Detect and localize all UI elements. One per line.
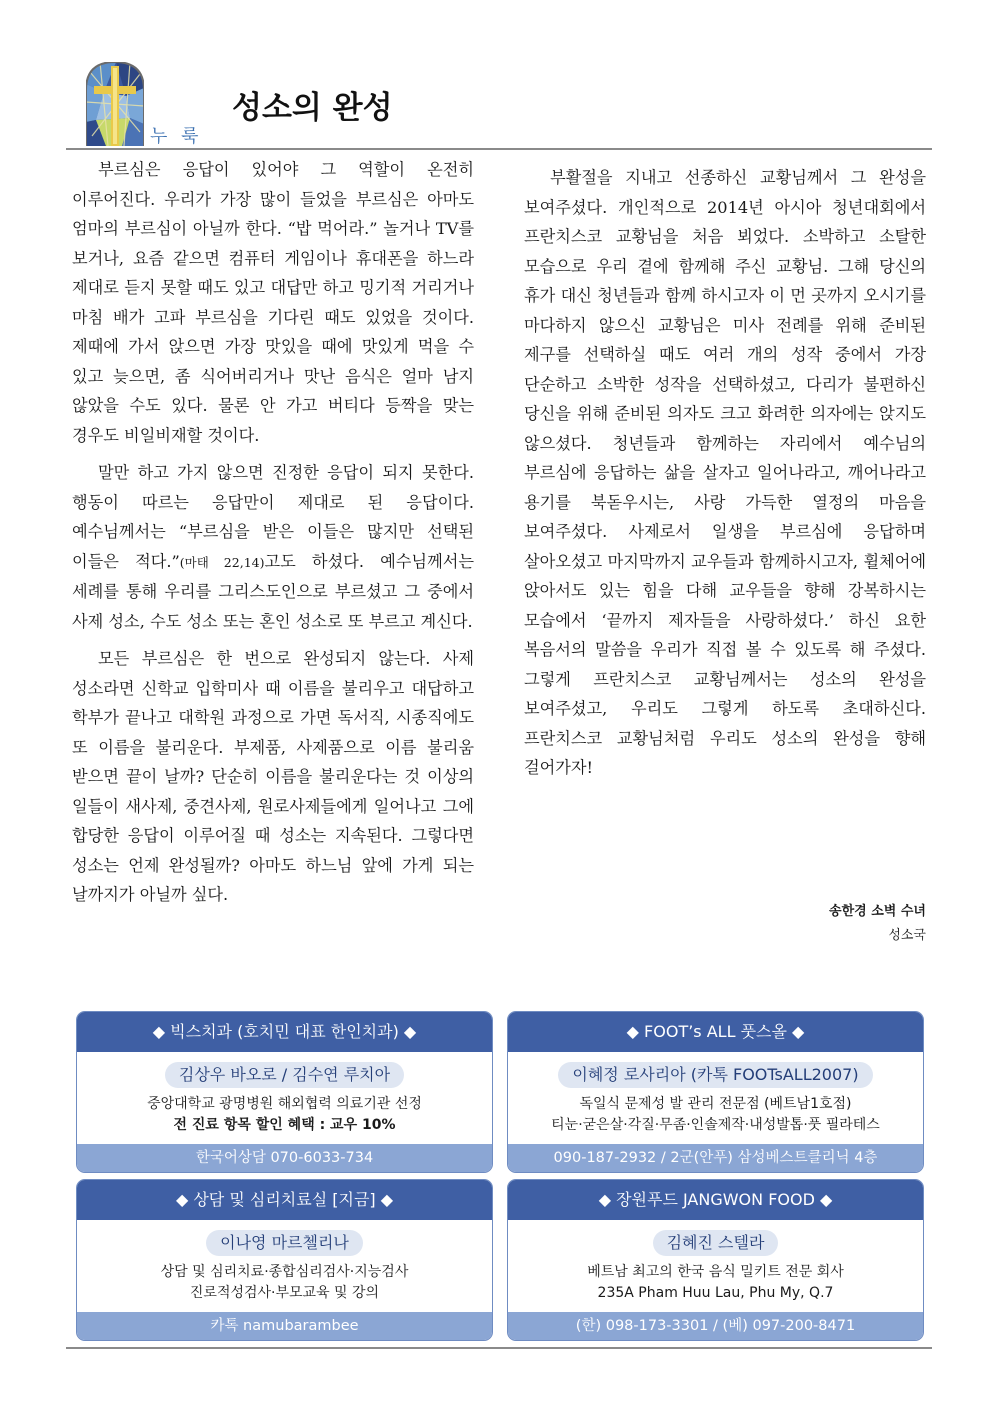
article-paragraph: 모든 부르심은 한 번으로 완성되지 않는다. 사제 성소라면 신학교 입학미사 때 이름을 불리우고 대답하고 학부가 끝나고 대학원 과정으로 가면 독서직, 시종직에도 또 이름을 불리운다. 부제품, 사제품으로 이름 불리움 받으면 끝이 날까? 단순히 이름을 불리운다는 것 이상의 일들이 새사제, 중견사제, 원로사제들에게 일어나고 그에 합당한 응답이 이루어질 때 성소는 지속된다. 그렇다면 성소는 언제 완성될까? 아마도 하느님 앞에 가게 되는 날까지가 아닐까 싶다. (72, 649, 474, 904)
ad-description: 독일식 문제성 발 관리 전문점 (베트남1호점) (579, 1096, 852, 1112)
ad-box (76, 1011, 493, 1173)
ad-description: 베트남 최고의 한국 음식 밀키트 전문 회사 (587, 1264, 844, 1280)
ad-description: 중앙대학교 광명병원 해외협력 의료기관 선정 (147, 1096, 422, 1112)
footer-divider (66, 1347, 932, 1349)
paragraph-text: 말만 하고 가지 않으면 진정한 응답이 되지 못한다. 행동이 따르는 응답만이 제대로 된 응답이다. 예수님께서는 “부르심을 받은 이들은 많지만 선택된 이들은 적다.” (72, 463, 474, 571)
ad-contact-name: 이나영 마르첼리나 (206, 1230, 363, 1256)
stained-glass-cross-icon (86, 62, 144, 146)
ad-title: ◆ FOOT’s ALL 풋스올 ◆ (508, 1012, 923, 1052)
ad-box (507, 1011, 924, 1173)
article-left-column (72, 155, 474, 918)
ad-title: ◆ 상담 및 심리치료실 [지금] ◆ (77, 1180, 492, 1220)
article-paragraph: 부르심은 응답이 있어야 그 역할이 온전히 이루어진다. 우리가 가장 많이 들었을 부르심은 아마도 엄마의 부르심이 아닐까 한다. “밥 먹어라.” 놀거나 TV를 보거나, 요즘 같으면 컴퓨터 게임이나 휴대폰을 하느라 제대로 듣지 못할 때도 있고 대답만 하고 밍기적 거리거나 마침 배가 고파 부르심을 기다린 때도 있었을 것이다. 제때에 가서 앉으면 가장 맛있을 때에 맛있게 먹을 수 있고 늦으면, 좀 식어버리거나 맛난 음식은 얼마 남지 않았을 수도 있다. 물론 안 가고 버티다 등짝을 맞는 경우도 비일비재할 것이다. (72, 160, 474, 445)
ad-footer: 한국어상담 070-6033-734 (77, 1144, 492, 1172)
ad-description: 진로적성검사·부모교육 및 강의 (189, 1285, 380, 1301)
ad-description: 티눈·굳은살·각질·무좀·인솔제작·내성발톱·풋 필라테스 (551, 1117, 880, 1133)
ad-description: 235A Pham Huu Lau, Phu My, Q.7 (597, 1285, 834, 1301)
ad-contact-name: 김상우 바오로 / 김수연 루치아 (165, 1062, 404, 1088)
author-department: 성소국 (888, 928, 926, 943)
author-name: 송한경 소벽 수녀 (829, 904, 926, 919)
ad-title: ◆ 빅스치과 (호치민 대표 한인치과) ◆ (77, 1012, 492, 1052)
article-paragraph: 부활절을 지내고 선종하신 교황님께서 그 완성을 보여주셨다. 개인적으로 2014년 아시아 청년대회에서 프란치스코 교황님을 처음 뵈었다. 소박하고 소탈한 모습으로 우리 곁에 함께해 주신 교황님. 그해 당신의 휴가 대신 청년들과 함께 하시고자 이 먼 곳까지 오시기를 마다하지 않으신 교황님은 미사 전례를 위해 준비된 제구를 선택하실 때도 여러 개의 성작 중에서 가장 단순하고 소박한 성작을 선택하셨고, 다리가 불편하신 당신을 위해 준비된 의자도 크고 화려한 의자에는 앉지도 않으셨다. 청년들과 함께하는 자리에서 예수님의 부르심에 응답하는 삶을 살자고 일어나라고, 깨어나라고 용기를 북돋우시는, 사랑 가득한 열정의 마음을 보여주셨다. 사제로서 일생을 부르심에 응답하며 살아오셨고 마지막까지 교우들과 함께하시고자, 휠체어에 앉아서도 있는 힘을 다해 교우들을 향해 강복하시는 모습에서 ‘끝까지 제자들을 사랑하셨다.’ 하신 요한 복음서의 말씀을 우리가 직접 볼 수 있도록 해 주셨다. 그렇게 프란치스코 교황님께서는 성소의 완성을 보여주셨고, 우리도 그렇게 하도록 초대하신다. 프란치스코 교황님처럼 우리도 성소의 완성을 향해 걸어가자! (524, 168, 926, 777)
bible-reference: (마태 22,14) (179, 554, 265, 570)
section-label: 누 룩 (150, 126, 203, 147)
article-right-column (524, 163, 926, 791)
ad-contact-name: 이혜정 로사리아 (카톡 FOOTsALL2007) (558, 1062, 872, 1088)
ad-footer: 카톡 namubarambee (77, 1312, 492, 1340)
ad-footer: 090-187-2932 / 2군(안푸) 삼성베스트클리닉 4층 (508, 1144, 923, 1172)
author-signature (829, 900, 926, 948)
ad-box (76, 1179, 493, 1341)
ad-contact-name: 김혜진 스텔라 (653, 1230, 779, 1256)
page-title: 성소의 완성 (232, 90, 393, 126)
ad-title: ◆ 장원푸드 JANGWON FOOD ◆ (508, 1180, 923, 1220)
header-divider (66, 148, 932, 150)
ad-description: 상담 및 심리치료·종합심리검사·지능검사 (160, 1264, 409, 1280)
article-paragraph (72, 458, 474, 636)
paragraph-text: 고도 하셨다. 예수님께서는 세례를 통해 우리를 그리스도인으로 부르셨고 그 중에서 사제 성소, 수도 성소 또는 혼인 성소로 또 부르고 계신다. (72, 551, 474, 631)
ad-footer: (한) 098-173-3301 / (베) 097-200-8471 (508, 1312, 923, 1340)
ad-box (507, 1179, 924, 1341)
ad-description: 전 진료 항목 할인 혜택 : 교우 10% (173, 1117, 396, 1133)
